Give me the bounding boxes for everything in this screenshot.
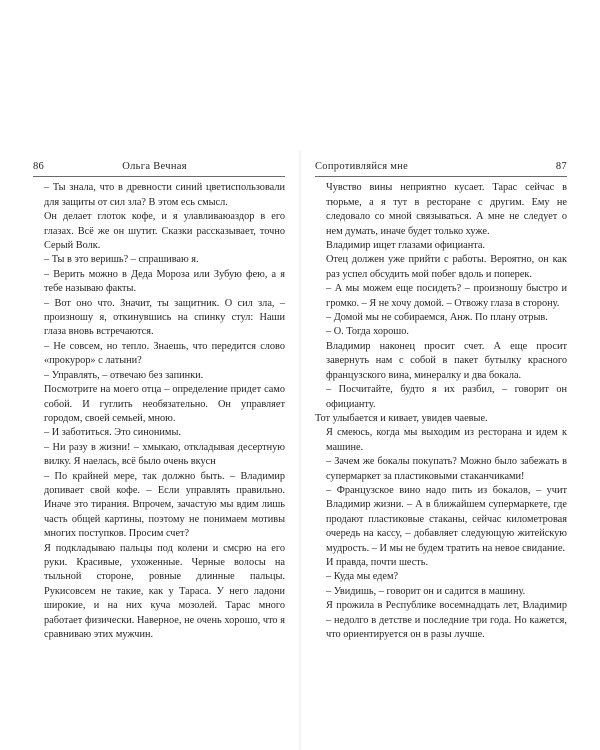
text-line: – Ни разу в жизни! – хмыкаю, откладывая десертную вилку. Я наелась, всё было очень вкусн [44,441,285,468]
text-line: – Увидишь, – говорит он и садится в машину. [326,585,526,597]
right-running-head: Сопротивляйся мне [315,161,409,172]
text-line: Я смеюсь, когда мы выходим из ресторана и идем к машине. [326,427,567,453]
text-line: Тот улыбается и кивает, увидев чаевые. [315,412,488,424]
text-line: – Куда мы едем? [326,571,399,583]
left-page-number: 86 [33,161,45,172]
left-page-header [33,160,285,177]
text-line: – И заботиться. Это синонимы. [44,427,181,439]
text-line: – Французское вино надо пить из бокалов, – учит Владимир жизни. – А в ближайшем супермаркете, где продают пластиковые стаканы, сейчас километровая очередь на кассу, – добавляет следующую житейскую мудрость. – И мы не будем тратить на невое свидание. [326,484,567,554]
right-page-number: 87 [555,161,567,172]
left-page-body [33,181,285,642]
text-line: Чувство вины неприятно кусает. Тарас сейчас в тюрьме, а я тут в ресторане с другим. Ему не следовало со мной связываться. А мне не следует о нем думать, иначе будет только хуже. [326,182,567,237]
right-page-header [315,160,567,177]
text-line: – Управлять, – отвечаю без запинки. [44,369,204,381]
text-line: – Зачем же бокалы покупать? Можно было забежать в супермаркет за пластиковыми стаканчиками! [326,456,567,482]
text-line: – По крайней мере, так должно быть. – Владимир допивает свой кофе. – Если управлять правильно. Иначе это тирания. Впрочем, зачастую мы вдим лишь часть общей картины, поэтому не понимаем мотивы многих поступков. Просим счет? [44,470,285,540]
left-page [33,160,285,642]
text-line: – Вот оно что. Значит, ты защитник. О сил зла, – произношу я, откинувшись на спинку стул: Наши глаза вновь встречаются. [44,297,285,338]
left-running-head: Ольга Вечная [122,161,187,172]
text-line: – Не совсем, но тепло. Знаешь, что передится слово «прокурор» с латыни? [44,340,285,367]
text-line: Посмотрите на моего отца – определение придет само собой. И гуглить необязательно. Он управляет городом, своей семьей, мною. [44,384,285,424]
text-line: Владимир наконец просит счет. А еще просит завернуть нам с собой в пакет бутылку красного французского вина, минералку и два бокала. [326,340,567,381]
page-gutter [298,150,302,750]
text-line: Он делает глоток кофе, и я улавливаюаздор в его глазах. Всё же он шутит. Сказки рассказывает, точно Серый Волк. [44,211,285,252]
text-line: – О. Тогда хорошо. [326,326,409,338]
text-line: – Верить можно в Деда Мороза или Зубую фею, а я тебе называю факты. [44,268,285,295]
text-line: – Домой мы не собираемся, Анж. По плану отрыв. [326,312,548,324]
text-line: Владимир ищет глазами официанта. [326,240,486,252]
text-line: – Ты в это веришь? – спрашиваю я. [44,254,199,266]
text-line: И правда, почти шесть. [326,556,429,568]
right-page-body [315,181,567,642]
text-line: Я подкладываю пальцы под колени и смсрю на его руки. Красивые, ухоженные. Черные волосы на тыльной стороне, ровные длинные пальцы. Рукисовсем не такие, как у Тараса. У него ладони широкие, и на них куча мозолей. Тарас много работает физически. Наверное, не очень хорошо, что я сравниваю этих мужчин. [44,542,285,640]
text-line: – Посчитайте, будто я их разбил, – говорит он официанту. [326,384,567,410]
text-line: – А мы можем еще посидеть? – произношу быстро и громко. – Я не хочу домой. – Отвожу глаза в сторону. [326,283,567,309]
text-line: – Ты знала, что в древности синий цветиспользовали для защиты от сил зла? В этом есь смысл. [44,182,285,208]
right-page [315,160,567,642]
text-line: Отец должен уже прийти с работы. Вероятно, он как раз успел обсудить мой побег вдоль и поперек. [326,254,567,280]
text-line: Я прожила в Республике восемнадцать лет, Владимир – недолго в детстве и последние три года. Но кажется, что ориентируется он в разы лучше. [326,600,567,640]
